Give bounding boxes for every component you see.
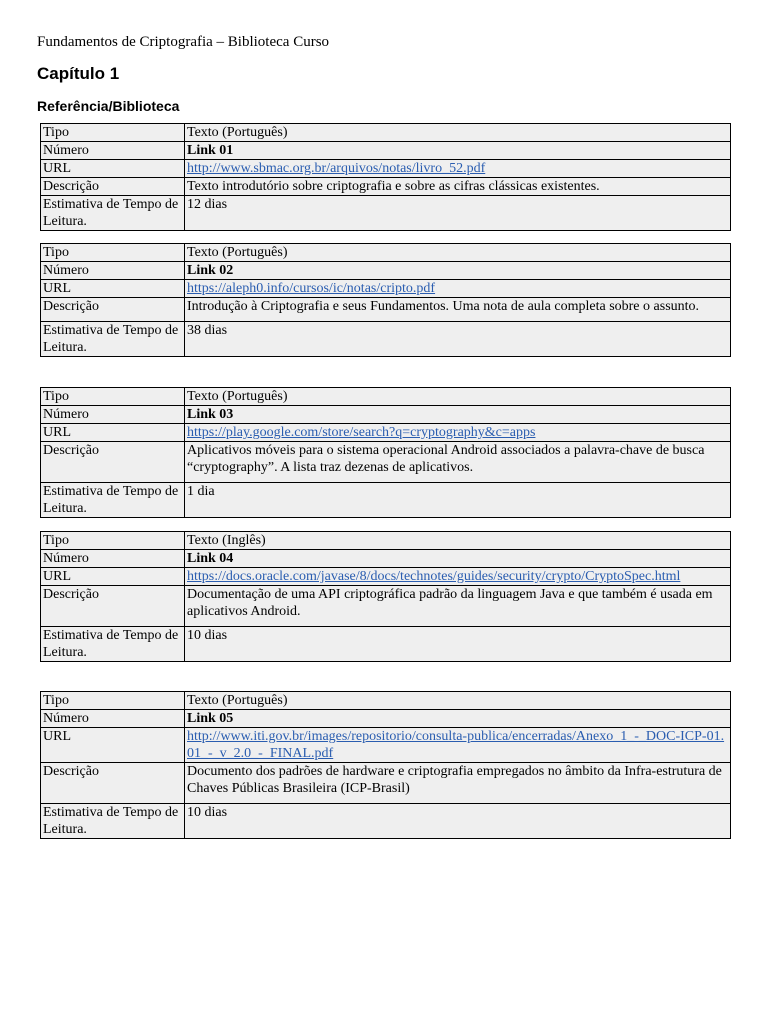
row-numero: [41, 262, 731, 280]
label-url: URL: [41, 728, 185, 763]
reference-link[interactable]: http://www.sbmac.org.br/arquivos/notas/livro_52.pdf: [187, 161, 486, 176]
reference-link[interactable]: https://docs.oracle.com/javase/8/docs/technotes/guides/security/crypto/CryptoSpec.html: [187, 569, 681, 584]
value-descricao: Texto introdutório sobre criptografia e sobre as cifras clássicas existentes.: [185, 178, 731, 196]
label-estimativa: Estimativa de Tempo de Leitura.: [41, 627, 185, 662]
label-descricao: Descrição: [41, 178, 185, 196]
label-numero: Número: [41, 710, 185, 728]
label-url: URL: [41, 280, 185, 298]
row-tipo: [41, 692, 731, 710]
value-url: [185, 160, 731, 178]
label-url: URL: [41, 160, 185, 178]
value-descricao: Documento dos padrões de hardware e criptografia empregados no âmbito da Infra-estrutura de Chaves Públicas Brasileira (ICP-Brasil): [185, 763, 731, 804]
row-estimativa: [41, 322, 731, 357]
row-numero: [41, 142, 731, 160]
row-url: [41, 568, 731, 586]
value-estimativa: 10 dias: [185, 804, 731, 839]
reference-link[interactable]: http://www.iti.gov.br/images/repositorio/consulta-publica/encerradas/Anexo_1_-_DOC-ICP-01.01_-_v_2.0_-_FINAL.pdf: [187, 729, 725, 761]
value-numero: Link 03: [185, 406, 731, 424]
row-numero: [41, 550, 731, 568]
row-estimativa: [41, 196, 731, 231]
section-title: Referência/Biblioteca: [37, 98, 180, 114]
label-numero: Número: [41, 550, 185, 568]
value-descricao: Aplicativos móveis para o sistema operacional Android associados a palavra-chave de busca “cryptography”. A lista traz dezenas de aplicativos.: [185, 442, 731, 483]
row-estimativa: [41, 483, 731, 518]
label-estimativa: Estimativa de Tempo de Leitura.: [41, 483, 185, 518]
value-numero: Link 05: [185, 710, 731, 728]
running-header: Fundamentos de Criptografia – Biblioteca Curso: [37, 34, 330, 50]
value-tipo: Texto (Inglês): [185, 532, 731, 550]
row-url: [41, 160, 731, 178]
row-numero: [41, 710, 731, 728]
value-numero: Link 04: [185, 550, 731, 568]
value-descricao: Introdução à Criptografia e seus Fundamentos. Uma nota de aula completa sobre o assunto.: [185, 298, 731, 322]
label-descricao: Descrição: [41, 298, 185, 322]
label-numero: Número: [41, 142, 185, 160]
value-descricao: Documentação de uma API criptográfica padrão da linguagem Java e que também é usada em aplicativos Android.: [185, 586, 731, 627]
reference-table-3: [40, 387, 731, 518]
reference-table-1: [40, 123, 731, 231]
value-tipo: Texto (Português): [185, 244, 731, 262]
row-descricao: [41, 586, 731, 627]
row-descricao: [41, 442, 731, 483]
label-url: URL: [41, 424, 185, 442]
row-url: [41, 280, 731, 298]
label-tipo: Tipo: [41, 124, 185, 142]
label-tipo: Tipo: [41, 244, 185, 262]
label-estimativa: Estimativa de Tempo de Leitura.: [41, 196, 185, 231]
label-numero: Número: [41, 262, 185, 280]
value-url: [185, 568, 731, 586]
row-estimativa: [41, 627, 731, 662]
row-numero: [41, 406, 731, 424]
row-descricao: [41, 178, 731, 196]
value-estimativa: 38 dias: [185, 322, 731, 357]
value-tipo: Texto (Português): [185, 692, 731, 710]
reference-table-5: [40, 691, 731, 839]
row-url: [41, 424, 731, 442]
row-descricao: [41, 763, 731, 804]
row-tipo: [41, 388, 731, 406]
label-tipo: Tipo: [41, 532, 185, 550]
label-url: URL: [41, 568, 185, 586]
row-tipo: [41, 532, 731, 550]
label-numero: Número: [41, 406, 185, 424]
label-descricao: Descrição: [41, 586, 185, 627]
label-descricao: Descrição: [41, 442, 185, 483]
reference-link[interactable]: https://play.google.com/store/search?q=cryptography&c=apps: [187, 425, 536, 440]
reference-table-2: [40, 243, 731, 357]
value-estimativa: 1 dia: [185, 483, 731, 518]
label-estimativa: Estimativa de Tempo de Leitura.: [41, 804, 185, 839]
row-url: [41, 728, 731, 763]
value-numero: Link 01: [185, 142, 731, 160]
value-url: [185, 728, 731, 763]
row-descricao: [41, 298, 731, 322]
label-tipo: Tipo: [41, 692, 185, 710]
value-tipo: Texto (Português): [185, 124, 731, 142]
value-url: [185, 280, 731, 298]
row-tipo: [41, 124, 731, 142]
row-estimativa: [41, 804, 731, 839]
value-numero: Link 02: [185, 262, 731, 280]
value-estimativa: 10 dias: [185, 627, 731, 662]
label-descricao: Descrição: [41, 763, 185, 804]
row-tipo: [41, 244, 731, 262]
chapter-title: Capítulo 1: [37, 64, 120, 83]
value-url: [185, 424, 731, 442]
value-tipo: Texto (Português): [185, 388, 731, 406]
label-estimativa: Estimativa de Tempo de Leitura.: [41, 322, 185, 357]
value-estimativa: 12 dias: [185, 196, 731, 231]
label-tipo: Tipo: [41, 388, 185, 406]
reference-table-4: [40, 531, 731, 662]
reference-link[interactable]: https://aleph0.info/cursos/ic/notas/cripto.pdf: [187, 281, 436, 296]
